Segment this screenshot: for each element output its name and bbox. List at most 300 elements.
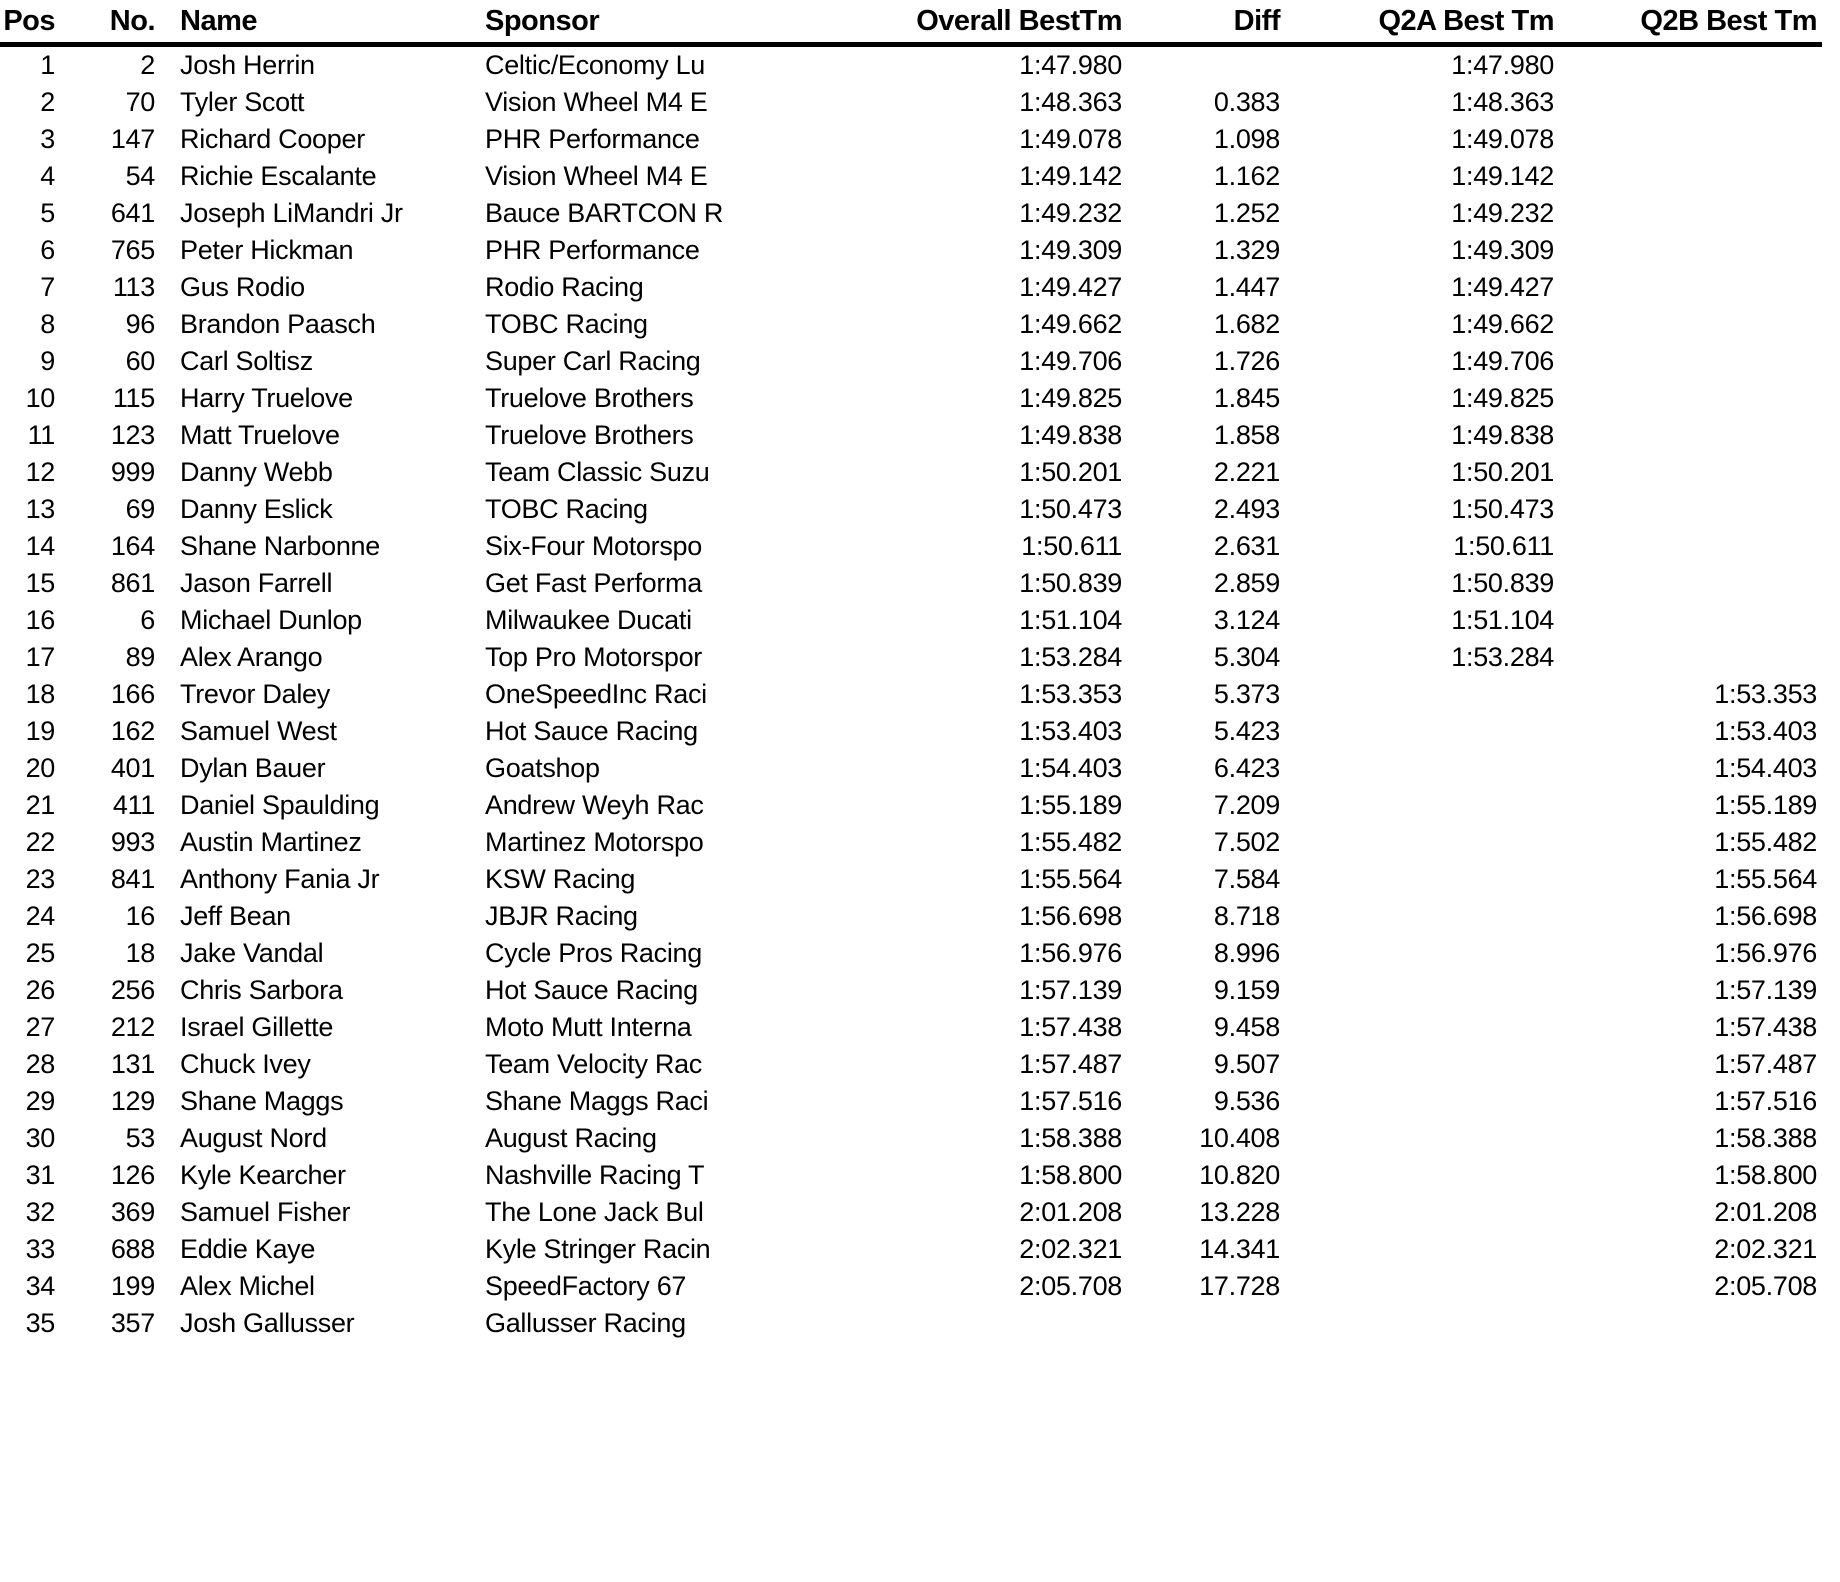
cell-name: Samuel West [180,716,337,746]
cell-pos: 21 [25,790,55,820]
cell-q2a [1285,787,1560,824]
cell-name: Israel Gillette [180,1012,334,1042]
cell-overall: 1:50.473 [1019,494,1122,524]
cell-no: 16 [125,901,155,931]
cell-sponsor: Team Velocity Rac [485,1049,702,1079]
cell-overall: 1:50.839 [1019,568,1122,598]
cell-name: Dylan Bauer [180,753,326,783]
cell-sponsor: TOBC Racing [485,494,648,524]
cell-q2b: 1:55.482 [1714,827,1817,857]
col-header-sponsor: Sponsor [485,0,878,45]
cell-diff: 0.383 [1213,87,1280,117]
cell-q2b [1560,639,1822,676]
cell-pos: 22 [25,827,55,857]
cell-no: 113 [112,272,155,302]
cell-overall: 1:49.838 [1019,420,1122,450]
cell-no: 18 [125,938,155,968]
cell-no: 256 [110,975,155,1005]
cell-q2b: 1:57.516 [1714,1086,1817,1116]
cell-overall: 1:53.403 [1019,716,1122,746]
cell-sponsor: PHR Performance [485,124,700,154]
cell-name: Anthony Fania Jr [180,864,380,894]
cell-pos: 2 [40,87,55,117]
cell-overall: 1:49.706 [1019,346,1122,376]
cell-sponsor: Get Fast Performa [485,568,702,598]
cell-diff: 9.507 [1213,1049,1280,1079]
cell-diff: 13.228 [1199,1197,1280,1227]
cell-q2a [1285,1157,1560,1194]
cell-overall: 1:49.825 [1019,383,1122,413]
cell-diff: 2.493 [1213,494,1280,524]
cell-sponsor: Bauce BARTCON R [485,198,724,228]
cell-no: 999 [110,457,155,487]
cell-q2b [1560,195,1822,232]
cell-sponsor: SpeedFactory 67 [485,1271,687,1301]
cell-overall: 1:51.104 [1019,605,1122,635]
cell-no: 162 [110,716,155,746]
cell-q2b [1560,565,1822,602]
cell-diff: 5.373 [1213,679,1280,709]
cell-overall: 1:58.800 [1019,1160,1122,1190]
cell-overall: 1:57.487 [1019,1049,1122,1079]
cell-q2b: 1:57.487 [1714,1049,1817,1079]
table-row [0,713,1822,750]
cell-sponsor: Martinez Motorspo [485,827,704,857]
cell-q2b [1560,491,1822,528]
cell-sponsor: Vision Wheel M4 E [485,161,708,191]
cell-sponsor: Nashville Racing T [485,1160,705,1190]
cell-name: Josh Gallusser [180,1308,355,1338]
cell-q2a: 1:49.662 [1451,309,1554,339]
cell-overall: 2:05.708 [1019,1271,1122,1301]
table-row [0,306,1822,343]
cell-overall: 1:53.284 [1019,642,1122,672]
cell-q2a: 1:53.284 [1451,642,1554,672]
cell-overall: 1:47.980 [1019,50,1122,80]
cell-pos: 32 [25,1197,55,1227]
header-row [0,0,1822,45]
cell-q2a: 1:51.104 [1451,605,1554,635]
cell-pos: 24 [25,901,55,931]
cell-diff: 7.502 [1213,827,1280,857]
cell-pos: 33 [25,1234,55,1264]
cell-name: Kyle Kearcher [180,1160,346,1190]
table-row [0,824,1822,861]
results-body [0,45,1822,1343]
cell-q2a: 1:49.078 [1451,124,1554,154]
cell-pos: 10 [25,383,55,413]
cell-q2a [1285,1009,1560,1046]
cell-pos: 4 [40,161,55,191]
cell-diff: 1.682 [1213,309,1280,339]
cell-pos: 35 [25,1308,55,1338]
cell-diff: 1.845 [1213,383,1280,413]
table-row [0,454,1822,491]
cell-overall: 1:56.698 [1019,901,1122,931]
cell-name: Danny Webb [180,457,333,487]
table-row [0,84,1822,121]
cell-no: 212 [110,1012,155,1042]
cell-pos: 3 [40,124,55,154]
cell-name: Shane Narbonne [180,531,380,561]
table-row [0,602,1822,639]
cell-sponsor: Six-Four Motorspo [485,531,702,561]
cell-q2a: 1:49.309 [1451,235,1554,265]
cell-pos: 8 [40,309,55,339]
cell-sponsor: Vision Wheel M4 E [485,87,708,117]
cell-overall: 1:50.611 [1021,531,1122,561]
cell-overall: 2:02.321 [1019,1234,1122,1264]
table-row [0,1305,1822,1342]
cell-name: Chris Sarbora [180,975,343,1005]
cell-no: 147 [110,124,155,154]
table-row [0,898,1822,935]
cell-no: 89 [125,642,155,672]
cell-pos: 31 [25,1160,55,1190]
table-row [0,676,1822,713]
cell-name: Richard Cooper [180,124,365,154]
cell-name: Jason Farrell [180,568,333,598]
cell-diff: 7.209 [1213,790,1280,820]
cell-no: 115 [112,383,155,413]
cell-no: 993 [110,827,155,857]
cell-pos: 12 [25,457,55,487]
cell-pos: 27 [25,1012,55,1042]
cell-overall [878,1305,1128,1342]
cell-diff: 1.252 [1213,198,1280,228]
cell-q2b: 1:58.388 [1714,1123,1817,1153]
cell-sponsor: The Lone Jack Bul [485,1197,704,1227]
table-row [0,491,1822,528]
cell-name: Daniel Spaulding [180,790,380,820]
table-row [0,565,1822,602]
cell-name: Alex Michel [180,1271,315,1301]
cell-name: Jeff Bean [180,901,291,931]
cell-q2b [1560,306,1822,343]
cell-q2b: 1:53.353 [1714,679,1817,709]
cell-sponsor: JBJR Racing [485,901,638,931]
table-row [0,269,1822,306]
table-row [0,195,1822,232]
cell-q2b: 1:53.403 [1714,716,1817,746]
cell-q2b [1560,380,1822,417]
cell-q2a [1285,935,1560,972]
cell-sponsor: Hot Sauce Racing [485,716,698,746]
cell-name: Jake Vandal [180,938,324,968]
cell-q2a [1285,750,1560,787]
cell-no: 6 [140,605,155,635]
cell-pos: 34 [25,1271,55,1301]
cell-sponsor: Super Carl Racing [485,346,701,376]
cell-overall: 1:55.482 [1019,827,1122,857]
cell-q2b [1560,343,1822,380]
cell-q2a [1285,713,1560,750]
cell-q2a: 1:49.825 [1451,383,1554,413]
cell-q2b: 2:01.208 [1714,1197,1817,1227]
cell-sponsor: KSW Racing [485,864,636,894]
cell-sponsor: Truelove Brothers [485,383,694,413]
cell-q2a: 1:50.611 [1453,531,1554,561]
cell-no: 641 [110,198,155,228]
cell-pos: 15 [25,568,55,598]
cell-no: 2 [140,50,155,80]
cell-pos: 20 [25,753,55,783]
cell-q2a [1285,824,1560,861]
cell-q2b [1560,528,1822,565]
cell-diff: 3.124 [1213,605,1280,635]
cell-q2b [1560,602,1822,639]
cell-no: 131 [110,1049,155,1079]
cell-q2b: 1:58.800 [1714,1160,1817,1190]
cell-diff: 10.820 [1199,1160,1280,1190]
cell-sponsor: Hot Sauce Racing [485,975,698,1005]
cell-diff: 1.098 [1213,124,1280,154]
cell-no: 53 [125,1123,155,1153]
cell-pos: 16 [25,605,55,635]
cell-diff: 2.221 [1213,457,1280,487]
cell-pos: 11 [27,420,55,450]
table-row [0,972,1822,1009]
cell-pos: 9 [40,346,55,376]
table-row [0,639,1822,676]
cell-diff: 1.447 [1213,272,1280,302]
cell-sponsor: Celtic/Economy Lu [485,50,705,80]
cell-overall: 1:49.662 [1019,309,1122,339]
cell-diff: 1.726 [1213,346,1280,376]
cell-sponsor: Andrew Weyh Rac [485,790,704,820]
cell-no: 129 [110,1086,155,1116]
cell-overall: 1:49.078 [1019,124,1122,154]
table-row [0,343,1822,380]
cell-no: 69 [125,494,155,524]
cell-q2a [1285,1231,1560,1268]
cell-q2a [1285,861,1560,898]
cell-pos: 28 [25,1049,55,1079]
cell-q2b: 1:57.438 [1714,1012,1817,1042]
cell-pos: 25 [25,938,55,968]
table-row [0,417,1822,454]
cell-diff: 2.859 [1213,568,1280,598]
cell-sponsor: Top Pro Motorspor [485,642,702,672]
cell-sponsor: Team Classic Suzu [485,457,710,487]
cell-q2a [1285,972,1560,1009]
cell-sponsor: Kyle Stringer Racin [485,1234,711,1264]
cell-q2b: 1:57.139 [1714,975,1817,1005]
cell-q2b [1560,417,1822,454]
cell-pos: 30 [25,1123,55,1153]
cell-pos: 18 [25,679,55,709]
cell-q2a [1285,1120,1560,1157]
cell-diff: 14.341 [1199,1234,1280,1264]
cell-name: Matt Truelove [180,420,340,450]
cell-sponsor: OneSpeedInc Raci [485,679,707,709]
cell-name: Eddie Kaye [180,1234,316,1264]
cell-no: 126 [110,1160,155,1190]
cell-q2a [1285,1305,1560,1342]
cell-sponsor: August Racing [485,1123,657,1153]
cell-name: Richie Escalante [180,161,377,191]
table-row [0,1009,1822,1046]
cell-q2a: 1:50.473 [1451,494,1554,524]
table-row [0,1046,1822,1083]
col-header-q2a-best-tm: Q2A Best Tm [1285,0,1560,45]
cell-overall: 1:58.388 [1019,1123,1122,1153]
cell-overall: 1:55.189 [1019,790,1122,820]
cell-q2a: 1:49.232 [1451,198,1554,228]
cell-name: Samuel Fisher [180,1197,351,1227]
cell-name: Shane Maggs [180,1086,344,1116]
cell-name: Brandon Paasch [180,309,376,339]
cell-q2b: 1:54.403 [1714,753,1817,783]
cell-overall: 1:48.363 [1019,87,1122,117]
cell-pos: 1 [40,50,55,80]
cell-diff: 6.423 [1213,753,1280,783]
cell-pos: 19 [25,716,55,746]
cell-sponsor: Truelove Brothers [485,420,694,450]
cell-diff: 5.423 [1213,716,1280,746]
cell-no: 123 [110,420,155,450]
cell-q2a: 1:49.838 [1451,420,1554,450]
cell-diff [1128,1305,1285,1342]
cell-diff: 8.718 [1213,901,1280,931]
cell-pos: 13 [25,494,55,524]
cell-diff: 1.858 [1213,420,1280,450]
col-header-diff: Diff [1128,0,1285,45]
cell-q2b [1560,1305,1822,1342]
cell-q2a: 1:49.706 [1451,346,1554,376]
table-row [0,1157,1822,1194]
cell-name: Joseph LiMandri Jr [180,198,403,228]
table-row [0,861,1822,898]
cell-name: Gus Rodio [180,272,305,302]
col-header-no: No. [62,0,160,45]
cell-q2a [1285,676,1560,713]
cell-no: 401 [110,753,155,783]
cell-q2a [1285,1046,1560,1083]
cell-name: Carl Soltisz [180,346,313,376]
cell-diff: 5.304 [1213,642,1280,672]
cell-q2a [1285,1268,1560,1305]
cell-diff: 9.536 [1213,1086,1280,1116]
cell-q2b [1560,84,1822,121]
table-row [0,45,1822,85]
cell-no: 60 [125,346,155,376]
cell-name: Chuck Ivey [180,1049,311,1079]
table-row [0,1083,1822,1120]
cell-diff: 2.631 [1213,531,1280,561]
cell-no: 199 [110,1271,155,1301]
table-row [0,158,1822,195]
cell-no: 357 [110,1308,155,1338]
cell-no: 861 [110,568,155,598]
cell-pos: 26 [25,975,55,1005]
cell-q2b [1560,121,1822,158]
cell-name: Harry Truelove [180,383,353,413]
cell-q2b: 1:55.189 [1714,790,1817,820]
cell-overall: 1:57.516 [1019,1086,1122,1116]
cell-overall: 1:50.201 [1019,457,1122,487]
cell-no: 54 [125,161,155,191]
table-header [0,0,1822,45]
col-header-overall-besttm: Overall BestTm [878,0,1128,45]
cell-no: 164 [110,531,155,561]
cell-sponsor: Shane Maggs Raci [485,1086,709,1116]
cell-diff [1128,45,1285,85]
cell-diff: 1.162 [1213,161,1280,191]
cell-diff: 10.408 [1199,1123,1280,1153]
cell-q2a: 1:49.142 [1451,161,1554,191]
cell-pos: 17 [25,642,55,672]
cell-diff: 7.584 [1213,864,1280,894]
cell-sponsor: TOBC Racing [485,309,648,339]
cell-no: 96 [125,309,155,339]
cell-overall: 2:01.208 [1019,1197,1122,1227]
table-row [0,232,1822,269]
cell-q2a: 1:48.363 [1451,87,1554,117]
cell-q2b: 1:56.976 [1714,938,1817,968]
cell-q2a [1285,1194,1560,1231]
cell-pos: 7 [40,272,55,302]
cell-pos: 29 [25,1086,55,1116]
table-row [0,528,1822,565]
cell-name: Michael Dunlop [180,605,362,635]
cell-sponsor: Moto Mutt Interna [485,1012,692,1042]
cell-q2b [1560,158,1822,195]
cell-sponsor: Rodio Racing [485,272,644,302]
cell-name: Austin Martinez [180,827,362,857]
cell-no: 688 [110,1234,155,1264]
cell-q2a: 1:49.427 [1451,272,1554,302]
cell-q2b: 1:55.564 [1714,864,1817,894]
cell-overall: 1:49.232 [1019,198,1122,228]
cell-no: 411 [112,790,155,820]
col-header-name: Name [160,0,485,45]
cell-overall: 1:54.403 [1019,753,1122,783]
table-row [0,121,1822,158]
cell-overall: 1:49.309 [1019,235,1122,265]
cell-q2b [1560,454,1822,491]
cell-sponsor: Goatshop [485,753,600,783]
cell-no: 166 [110,679,155,709]
cell-q2b [1560,45,1822,85]
cell-name: Trevor Daley [180,679,330,709]
table-row [0,787,1822,824]
cell-pos: 23 [25,864,55,894]
cell-overall: 1:49.427 [1019,272,1122,302]
cell-overall: 1:56.976 [1019,938,1122,968]
table-row [0,380,1822,417]
cell-sponsor: PHR Performance [485,235,700,265]
cell-q2a [1285,1083,1560,1120]
cell-sponsor: Gallusser Racing [485,1308,686,1338]
table-row [0,750,1822,787]
table-row [0,935,1822,972]
cell-pos: 14 [25,531,55,561]
cell-q2a: 1:47.980 [1451,50,1554,80]
cell-q2b: 1:56.698 [1714,901,1817,931]
cell-overall: 1:49.142 [1019,161,1122,191]
table-row [0,1120,1822,1157]
cell-diff: 1.329 [1213,235,1280,265]
cell-sponsor: Cycle Pros Racing [485,938,702,968]
cell-name: Danny Eslick [180,494,333,524]
cell-name: August Nord [180,1123,327,1153]
cell-overall: 1:55.564 [1019,864,1122,894]
cell-pos: 6 [40,235,55,265]
cell-no: 369 [110,1197,155,1227]
cell-name: Josh Herrin [180,50,315,80]
cell-overall: 1:57.438 [1019,1012,1122,1042]
